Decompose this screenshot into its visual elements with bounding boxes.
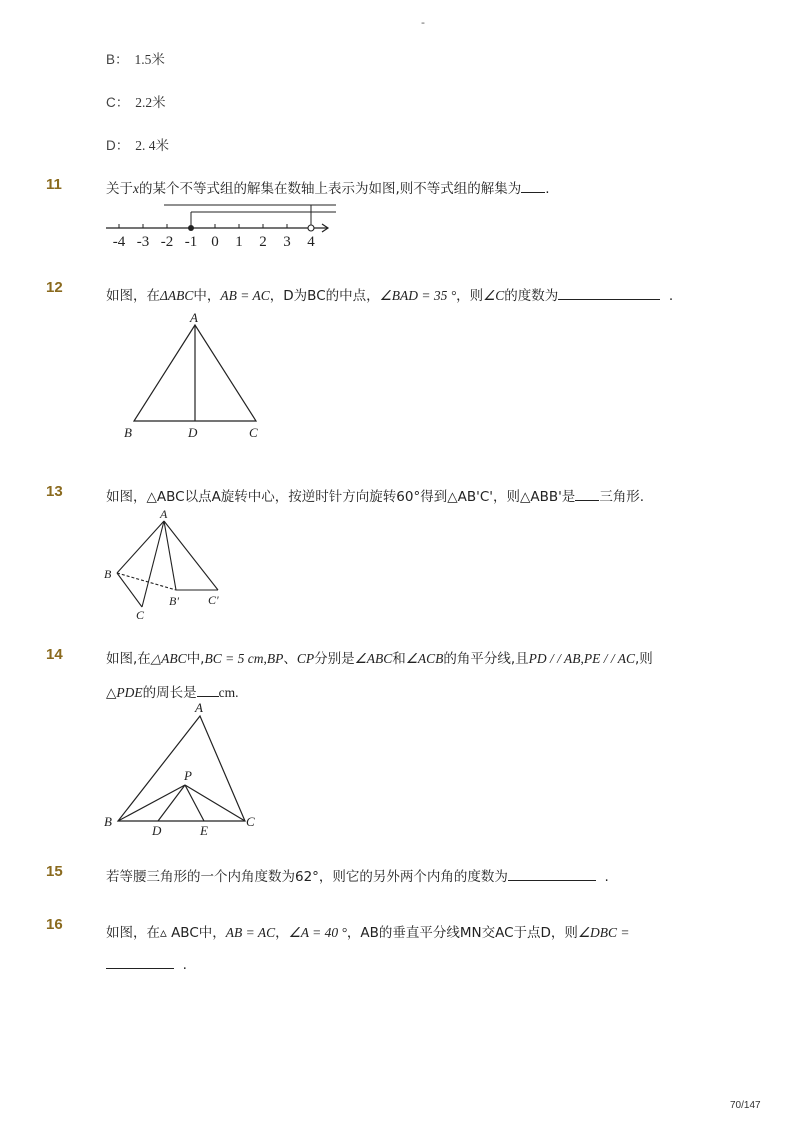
q16-end: . — [182, 957, 187, 973]
answer-blank-13[interactable] — [575, 488, 599, 501]
q14-triangle-symbol: △ — [106, 685, 117, 701]
q16-text-3: ， — [275, 925, 289, 941]
triangle-abc — [118, 716, 245, 821]
question-11-text — [106, 177, 550, 197]
q14-text-5: 分别是 — [314, 651, 355, 667]
q12-eq-3: ∠C — [483, 288, 505, 303]
q12-text-2: 中， — [193, 288, 221, 304]
option-b-label: B： — [106, 52, 129, 67]
q12-triangle: ΔABC — [160, 288, 194, 303]
tick-marks — [119, 224, 311, 228]
label-a: A — [190, 310, 198, 325]
q14-eq-7: PE / / AC — [583, 651, 636, 666]
q11-text-1: 关于 — [106, 181, 133, 197]
label-e: E — [200, 823, 208, 838]
tick-label-9: 4 — [307, 234, 315, 250]
label-a: A — [195, 700, 203, 715]
question-12-text — [106, 284, 673, 304]
segment-ab2 — [164, 521, 176, 590]
q16-eq-3: ∠DBC = — [577, 925, 630, 940]
q12-text-1: 如图，在 — [106, 288, 160, 304]
label-b: B — [104, 567, 112, 581]
q14-text-6: 和 — [392, 651, 406, 667]
question-number-12: 12 — [46, 279, 63, 296]
question-14-line-2 — [106, 681, 239, 701]
q14-eq-3: CP — [296, 651, 315, 666]
q12-end: . — [668, 288, 674, 304]
q14-eq-4: ∠ABC — [354, 651, 393, 666]
answer-blank-11[interactable] — [521, 180, 545, 193]
q16-eq-1: AB = AC — [225, 925, 276, 940]
question-13-text — [106, 485, 644, 505]
q13-text-1: 如图，△ABC以点A旋转中心，按逆时针方向旋转60°得到△AB'C'，则△ABB'是 — [106, 489, 576, 505]
q12-text-5: 的度数为 — [504, 288, 559, 304]
triangle-figure-12 — [118, 310, 278, 445]
question-number-13: 13 — [46, 483, 63, 500]
answer-blank-12[interactable] — [558, 287, 660, 300]
question-16-line-2 — [106, 956, 187, 973]
q16-text-1: 如图，在 — [106, 925, 160, 941]
q14-text-4: 、 — [283, 651, 297, 667]
tick-label-6: 1 — [235, 234, 243, 250]
label-c: C — [246, 814, 255, 829]
q14-text-2: 中, — [186, 651, 205, 667]
question-16-line-1 — [106, 921, 630, 941]
option-c — [106, 91, 166, 111]
q13-text-2: 三角形. — [599, 489, 645, 505]
page-number: 70/147 — [730, 1100, 761, 1111]
triangle-figure-14 — [100, 700, 270, 840]
option-c-value: 2.2米 — [135, 95, 166, 110]
q14-text-3: , — [263, 651, 267, 666]
tick-label-1: -4 — [112, 234, 126, 250]
q15-end: . — [604, 869, 609, 885]
q15-text-1: 若等腰三角形的一个内角度数为62°，则它的另外两个内角的度数为 — [106, 869, 508, 885]
answer-blank-15[interactable] — [508, 868, 596, 881]
question-number-11: 11 — [46, 176, 62, 193]
segment-pd — [158, 785, 185, 821]
q16-text-2: ▵ ABC中， — [160, 925, 226, 941]
q11-text-2: 的某个不等式组的解集在数轴上表示为如图,则不等式组的解集为 — [139, 181, 522, 197]
question-number-14: 14 — [46, 646, 63, 663]
tick-label-8: 3 — [283, 234, 291, 250]
answer-blank-16[interactable] — [106, 956, 174, 969]
label-c-prime: C' — [208, 593, 219, 607]
tick-label-5: 0 — [211, 234, 219, 250]
q12-eq-1: AB = AC — [220, 288, 270, 303]
question-number-16: 16 — [46, 916, 63, 933]
q14-text-9: ,则 — [635, 651, 653, 667]
q12-text-3: ，D为BC的中点， — [269, 288, 380, 304]
number-line-figure — [100, 196, 350, 252]
q14-eq-5: ∠ACB — [405, 651, 444, 666]
label-b-prime: B' — [169, 594, 179, 608]
header-mark: - — [421, 16, 425, 29]
q16-text-4: ，AB的垂直平分线MN交AC于点D，则 — [346, 925, 578, 941]
label-c: C — [136, 608, 145, 622]
segment-bc — [117, 573, 142, 607]
tick-label-3: -2 — [160, 234, 174, 250]
q14-pde: PDE — [116, 685, 143, 700]
hollow-point — [308, 225, 314, 231]
q11-var: x — [133, 181, 139, 196]
tick-label-2: -3 — [136, 234, 150, 250]
q14-text-1: 如图,在 — [106, 651, 151, 667]
q14-unit: cm. — [218, 685, 239, 700]
label-d: D — [188, 425, 198, 440]
segment-bp — [118, 785, 185, 821]
question-14-line-1 — [106, 647, 653, 667]
q14-eq-6: PD / / AB — [528, 651, 581, 666]
option-d-value: 2. 4米 — [135, 138, 169, 153]
option-b-value: 1.5米 — [134, 52, 165, 67]
segment-ac2 — [164, 521, 218, 590]
q11-end: . — [545, 181, 550, 197]
label-a: A — [160, 507, 168, 521]
label-p: P — [184, 768, 192, 783]
q14-text-8: , — [580, 651, 584, 666]
tick-label-7: 2 — [259, 234, 267, 250]
q14-eq-1: BC = 5 cm — [204, 651, 264, 666]
q12-text-4: ，则 — [456, 288, 484, 304]
tick-label-4: -1 — [184, 234, 198, 250]
label-b: B — [124, 425, 132, 440]
label-b: B — [104, 814, 112, 829]
q14-text-10: 的周长是 — [142, 685, 197, 701]
option-d-label: D： — [106, 138, 130, 153]
option-d — [106, 134, 169, 154]
option-c-label: C： — [106, 95, 130, 110]
option-b — [106, 48, 165, 68]
q12-eq-2: ∠BAD = 35 ° — [379, 288, 457, 303]
answer-blank-14[interactable] — [197, 684, 219, 697]
solid-point — [188, 225, 194, 231]
question-15-text — [106, 865, 609, 885]
q14-triangle: △ABC — [150, 651, 187, 666]
question-number-15: 15 — [46, 863, 63, 880]
q14-text-7: 的角平分线,且 — [443, 651, 529, 667]
q16-eq-2: ∠A = 40 ° — [288, 925, 347, 940]
label-d: D — [152, 823, 162, 838]
label-c: C — [249, 425, 258, 440]
rotation-figure-13 — [100, 505, 240, 623]
q14-eq-2: BP — [266, 651, 284, 666]
